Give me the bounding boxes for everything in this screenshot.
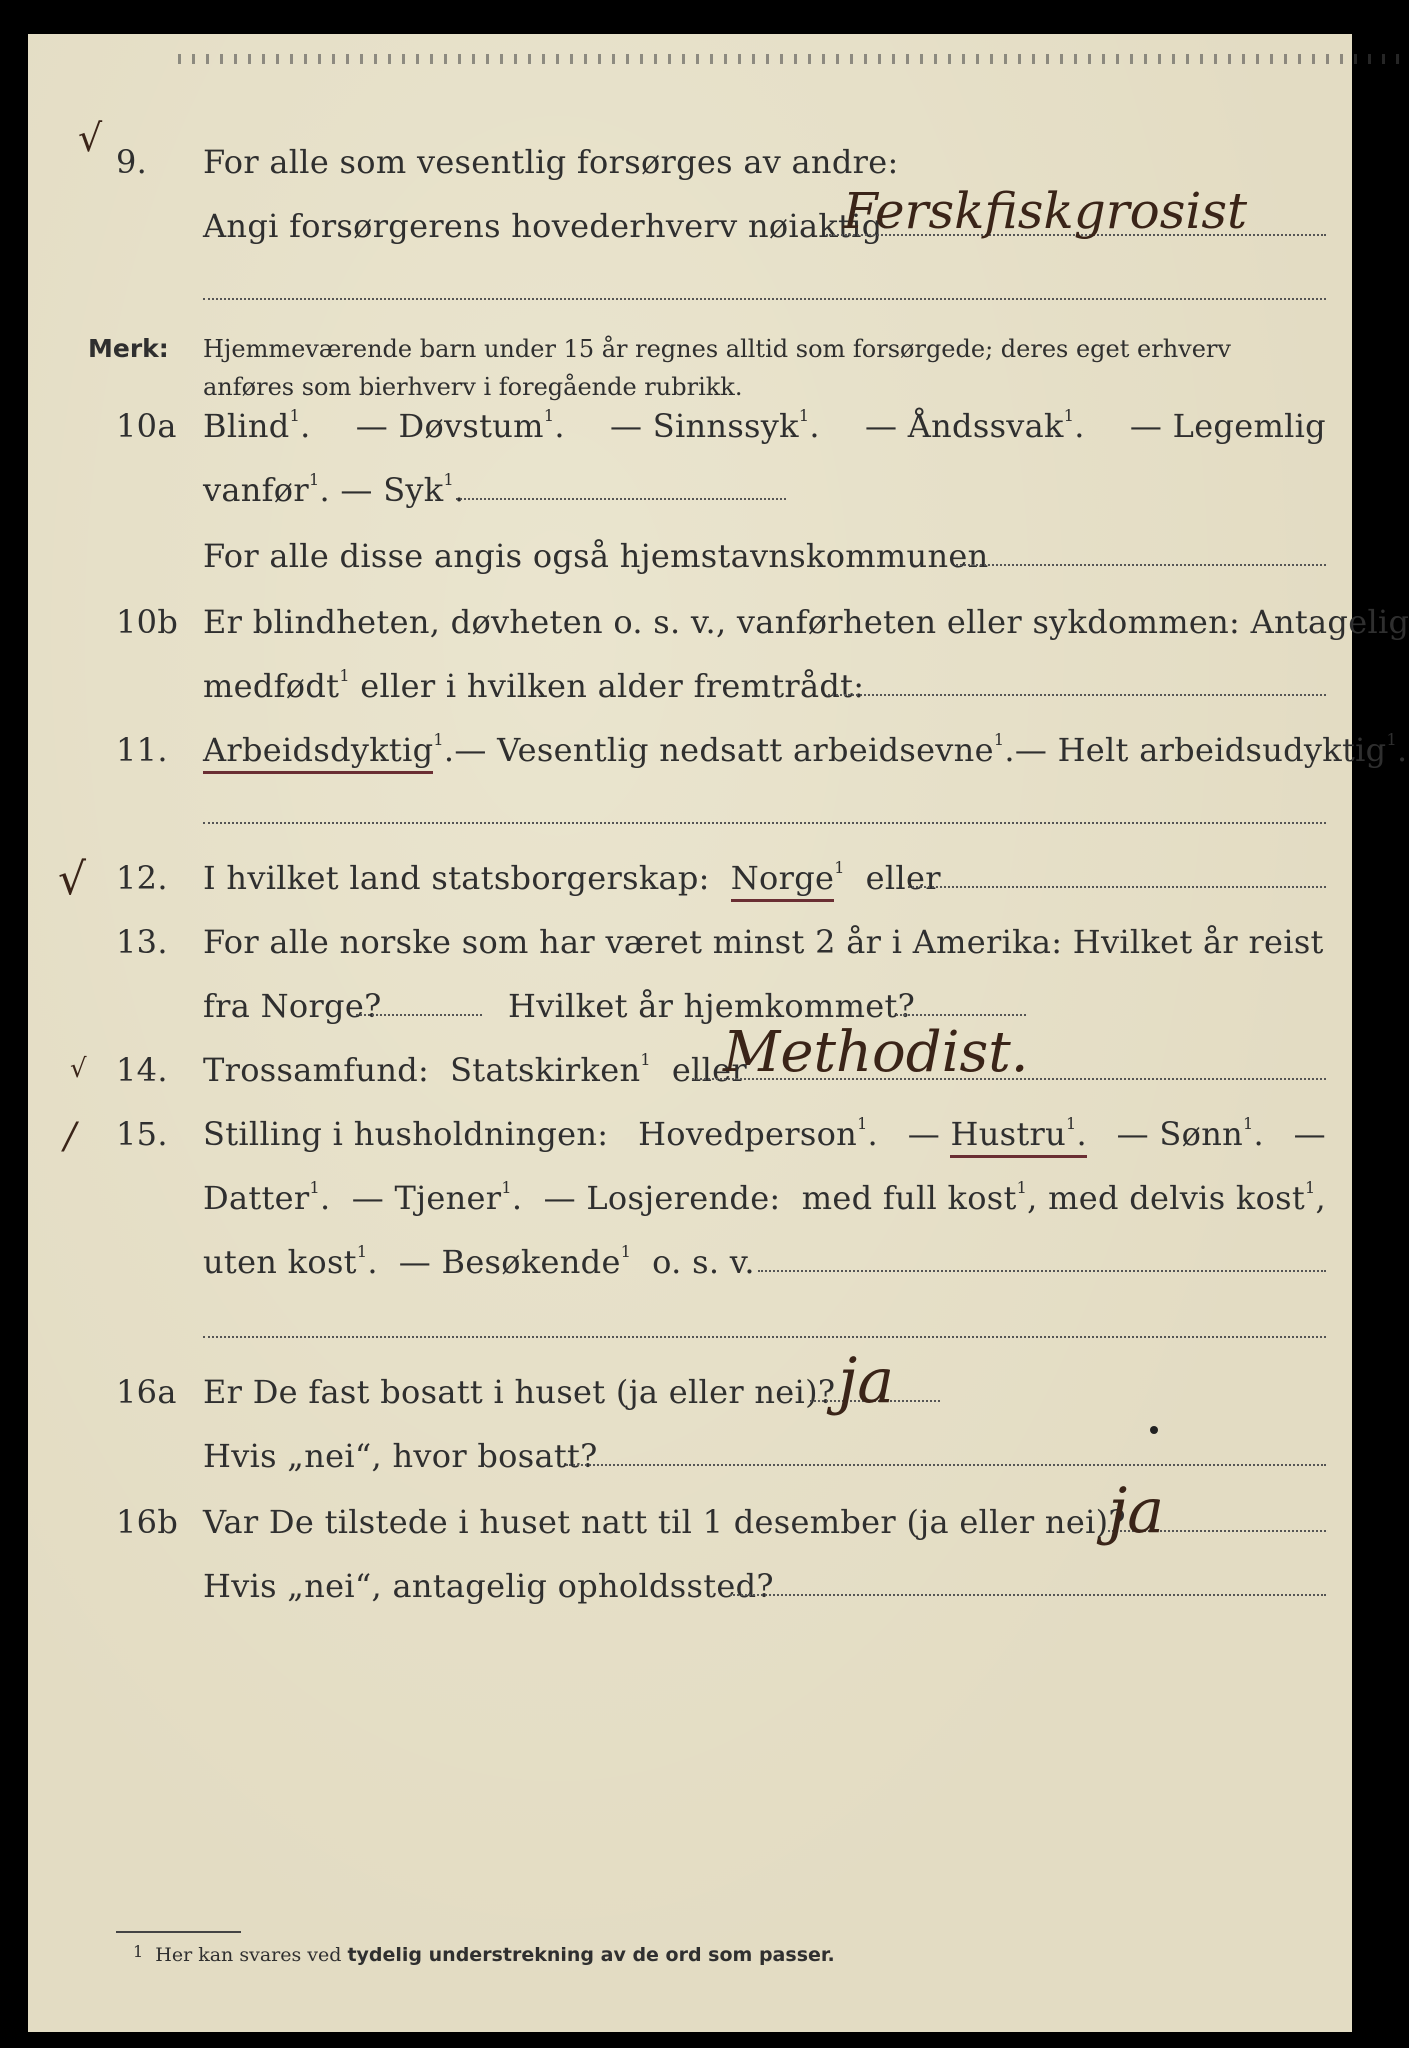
q13-number: 13. bbox=[116, 923, 168, 961]
q14-eller: eller bbox=[671, 1051, 747, 1089]
q15-opt-tjener: — Tjener bbox=[351, 1179, 502, 1217]
q12-opt-norge-underlined: Norge bbox=[731, 859, 834, 902]
q15-losjerende: — Losjerende: bbox=[543, 1179, 781, 1217]
q16a-line1: Er De fast bosatt i huset (ja eller nei)? bbox=[203, 1373, 836, 1411]
q16b-answer-handwritten: ja bbox=[1108, 1474, 1165, 1547]
q11-number: 11. bbox=[116, 731, 168, 769]
q16a-bosatt-line bbox=[566, 1464, 1326, 1466]
q10b-line1: Er blindheten, døvheten o. s. v., vanførheten eller sykdommen: Antagelig bbox=[203, 603, 1409, 641]
q12-number: 12. bbox=[116, 859, 168, 897]
q11-opt-nedsatt: — Vesentlig nedsatt arbeidsevne bbox=[454, 731, 994, 769]
check-mark-q9: √ bbox=[78, 116, 103, 160]
q10a-opt-sinnssyk: — Sinnssyk bbox=[609, 407, 799, 445]
q11-opt-udyktig: — Helt arbeidsudyktig bbox=[1014, 731, 1387, 769]
q14-text: Trossamfund: bbox=[203, 1051, 430, 1089]
q9-extra-line bbox=[203, 298, 1326, 300]
q15-opt-sonn: — Sønn bbox=[1116, 1115, 1244, 1153]
q15-options-1: Stilling i husholdningen: Hovedperson$^1$. — Hustru$^1$. — Sønn$^1$. — bbox=[203, 1118, 1326, 1150]
merk-line1: Hjemmeværende barn under 15 år regnes alltid som forsørgede; deres eget erhverv bbox=[203, 335, 1231, 363]
check-mark-q15: / bbox=[64, 1116, 77, 1157]
q15-opt-delvis-kost: , med delvis kost bbox=[1027, 1179, 1306, 1217]
q10a-vanfor: vanfør bbox=[203, 471, 309, 509]
q16a-line2: Hvis „nei“, hvor bosatt? bbox=[203, 1437, 598, 1475]
q13-fra-norge: fra Norge? bbox=[203, 987, 382, 1025]
q11-options: Arbeidsdyktig$^1$. — Vesentlig nedsatt arbeidsevne$^1$. — Helt arbeidsudyktig$^1$. bbox=[203, 734, 1326, 766]
q15-dash: — bbox=[1293, 1115, 1326, 1153]
q13-hjemkommet-line bbox=[896, 1014, 1026, 1016]
footnote-mark: 1 bbox=[133, 1942, 144, 1961]
check-mark-q14: √ bbox=[70, 1054, 87, 1084]
q10a-hjemstavn-line bbox=[956, 564, 1326, 566]
q15-opt-besokende: — Besøkende bbox=[398, 1243, 621, 1281]
merk-label: Merk: bbox=[88, 334, 169, 363]
q15-answer-line bbox=[758, 1270, 1326, 1272]
q15-osv: o. s. v. bbox=[652, 1243, 755, 1281]
q10a-options: Blind$^1$. — Døvstum$^1$. — Sinnssyk$^1$. — Åndssvak$^1$. — Legemlig bbox=[203, 406, 1326, 445]
q13-line1: For alle norske som har været minst 2 år i Amerika: Hvilket år reist bbox=[203, 923, 1324, 961]
q9-answer-handwritten: Ferskfiskgrosist bbox=[843, 182, 1248, 240]
q11-extra-line bbox=[203, 822, 1326, 824]
q13-hjemkommet: Hvilket år hjemkommet? bbox=[508, 987, 916, 1025]
q16b-line2: Hvis „nei“, antagelig opholdssted? bbox=[203, 1567, 774, 1605]
q10a-syk-line bbox=[456, 498, 786, 500]
q15-opt-uten-kost: uten kost bbox=[203, 1243, 357, 1281]
q9-line2: Angi forsørgerens hovederhverv nøiaktig bbox=[203, 207, 883, 245]
q15-opt-datter: Datter bbox=[203, 1179, 310, 1217]
q10a-opt-andssvak: — Åndssvak bbox=[864, 407, 1064, 445]
q15-opt-hovedperson: Hovedperson bbox=[638, 1115, 858, 1153]
q14-number: 14. bbox=[116, 1051, 168, 1089]
q15-opt-full-kost: med full kost bbox=[801, 1179, 1017, 1217]
merk-line2: anføres som bierhverv i foregående rubrikk. bbox=[203, 373, 743, 401]
q10b-medfodt: medfødt bbox=[203, 667, 340, 705]
ink-dot bbox=[1150, 1426, 1158, 1434]
footnote bbox=[133, 1944, 835, 1966]
q10a-line3: For alle disse angis også hjemstavnskommunen bbox=[203, 537, 989, 575]
footnote-text-a: Her kan svares ved bbox=[155, 1944, 348, 1966]
q15-extra-line bbox=[203, 1336, 1326, 1338]
q9-line1: For alle som vesentlig forsørges av andre: bbox=[203, 143, 899, 181]
q14-answer-handwritten: Methodist. bbox=[723, 1020, 1029, 1085]
top-edge-marks bbox=[178, 54, 1408, 64]
q15-number: 15. bbox=[116, 1115, 168, 1153]
q12-text: I hvilket land statsborgerskap: bbox=[203, 859, 710, 897]
q9-number: 9. bbox=[116, 143, 148, 181]
q11-opt-arbeidsdyktig-underlined: Arbeidsdyktig bbox=[203, 731, 433, 774]
q10b-number: 10b bbox=[116, 603, 179, 641]
q16a-answer-handwritten: ja bbox=[838, 1344, 895, 1417]
q16b-opholdssted-line bbox=[730, 1594, 1326, 1596]
q12-eller: eller bbox=[865, 859, 941, 897]
q10b-alder: eller i hvilken alder fremtrådt: bbox=[360, 667, 865, 705]
q14-statskirken: Statskirken bbox=[450, 1051, 641, 1089]
q16b-number: 16b bbox=[116, 1503, 179, 1541]
q10b-answer-line bbox=[828, 694, 1326, 696]
q15-opt-hustru-underlined: Hustru$^1$. bbox=[950, 1115, 1086, 1158]
q10a-syk: — Syk bbox=[340, 471, 444, 509]
check-mark-q12: √ bbox=[58, 854, 87, 905]
q10a-opt-blind: Blind bbox=[203, 407, 290, 445]
census-form-page: √ 9. For alle som vesentlig forsørges av andre: Angi forsørgerens hovederhverv nøiaktig Ferskfiskgrosist Merk: Hjemmeværende barn under 15 år regnes alltid som forsørgede; deres eget erhverv anføres som bierhverv i foregående rubrikk. 10a Blind$^1$. — Døvstum$^1$. — Sinnssyk$^1$. — Åndssvak$^1$. — Legemlig vanfør$^1$. — Syk$^1$. For alle disse angis også hjemstavnskommunen 10b Er blindheten, døvheten o. s. v., vanførheten eller sykdommen: Antagelig medfødt$^1$ eller i hvilken alder fremtrådt: 11. Arbeidsdyktig$^1$. — Vesentlig nedsatt arbeidsevne$^1$. — Helt arbeidsudyktig$^1$. √ 12. I hvilket land statsborgerskap: Norge$^1$ eller 13. For alle norske som har været minst 2 år i Amerika: Hvilket år reist fra Norge? Hvilket år hjemkommet? √ 14. Trossamfund: Statskirken$^1$ eller Methodist. / 15. Stilling i husholdningen: Hovedperson$^1$. — Hustru$^1$. — Sønn$^1$. — Datter$^1$. — Tjener$^1$. — Losjerende: med full kost$^1$, med delvis kost$^1$, uten kost$^1$. — Besøkende$^1$ o. s. v. 16a Er De fast bosatt i huset (ja eller nei)? ja Hvis „nei“, hvor bosatt? 16b Var De tilstede i huset natt til 1 desember (ja eller nei)? ja Hvis „nei“, antagelig opholdssted? $^1$ Her kan svares ved tydelig understrekning av de ord som passer. bbox=[28, 34, 1352, 2032]
footnote-text-b: tydelig understrekning av de ord som passer. bbox=[347, 1944, 835, 1966]
q10a-number: 10a bbox=[116, 407, 177, 445]
footnote-rule bbox=[116, 1931, 241, 1933]
q16a-number: 16a bbox=[116, 1373, 177, 1411]
q16b-line1: Var De tilstede i huset natt til 1 desember (ja eller nei)? bbox=[203, 1503, 1126, 1541]
q15-options-2: Datter$^1$. — Tjener$^1$. — Losjerende: med full kost$^1$, med delvis kost$^1$, bbox=[203, 1178, 1326, 1217]
q15-stilling: Stilling i husholdningen: bbox=[203, 1115, 609, 1153]
q10a-opt-legemlig: — Legemlig bbox=[1129, 407, 1326, 445]
q12-answer-line bbox=[908, 886, 1326, 888]
q13-reist-line bbox=[356, 1014, 482, 1016]
q10a-opt-dovstum: — Døvstum bbox=[355, 407, 544, 445]
